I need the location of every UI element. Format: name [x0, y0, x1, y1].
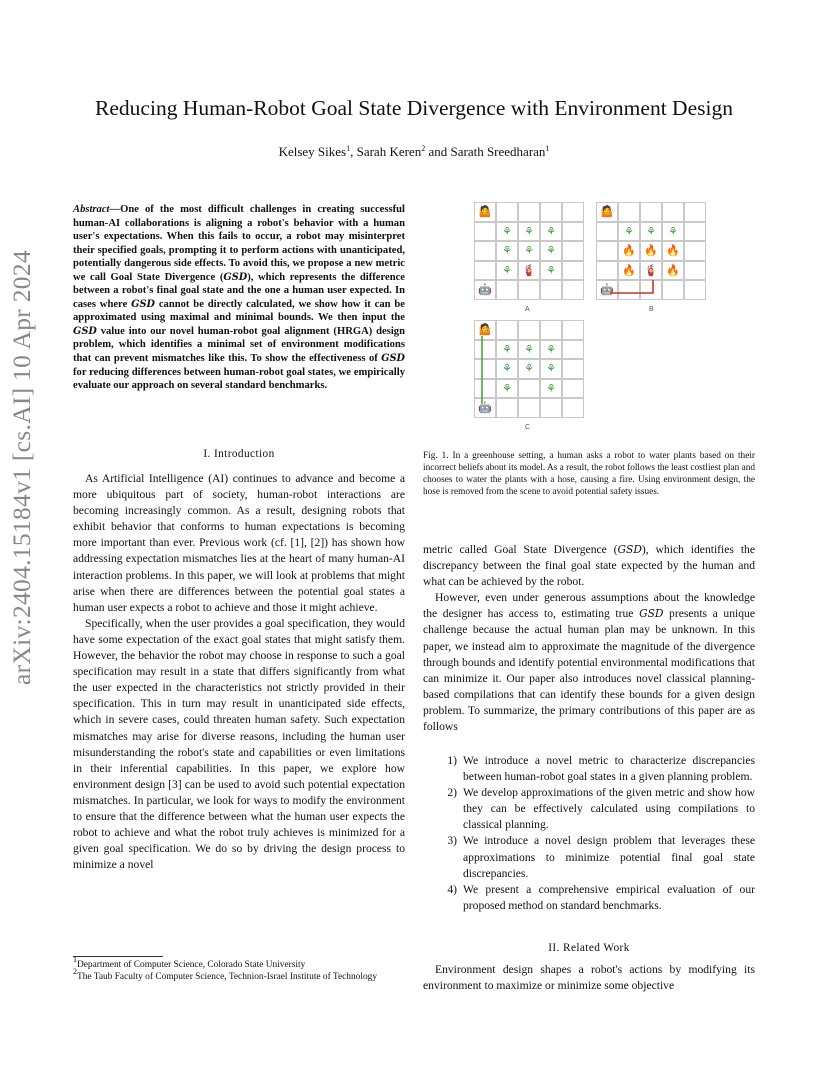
plant-icon: ⚘: [668, 225, 678, 238]
related-work-body: [423, 962, 755, 994]
gsd-symbol: GSD: [73, 325, 97, 337]
author-name: Sarath Sreedharan: [450, 144, 546, 159]
list-text: We introduce a novel design problem that leverages these approximations to minimize potential final goal state discrepancies.: [463, 834, 755, 880]
arxiv-identifier: arXiv:2404.15184v1 [cs.AI] 10 Apr 2024: [7, 250, 36, 685]
grid-cell: [540, 202, 562, 222]
plant-icon: ⚘: [524, 343, 534, 356]
grid-cell: [540, 280, 562, 300]
list-text: We develop approximations of the given metric and show how they can be effectively calculated using compilations to classical planning.: [463, 786, 755, 832]
grid-cell: [474, 261, 496, 281]
fire-icon: 🔥: [622, 264, 636, 277]
plant-icon: ⚘: [646, 225, 656, 238]
panel-label-a: A: [525, 306, 530, 313]
footnote-mark: 2: [73, 967, 77, 976]
gsd-symbol: GSD: [131, 298, 155, 310]
abstract-text: One of the most difficult challenges in creating successful human-AI collaborations is aligning a robot's behavior with a human user's expectations. When this fails to occur, a robot may misinterpret their specified goals, prompting it to perform actions with unanticipated, potentially dangerous side effects. To avoid this, we propose a new metric we call Goal State Divergence (GSD), which represents the difference between a robot's final goal state and the one a human user expected. In cases where GSD cannot be directly calculated, we show how it can be approximated using maximal and minimal bounds. We then input the GSD value into our novel human-robot goal alignment (HRGA) design problem, which identifies a minimal set of environment modifications that can prevent mismatches like this. To show the effectiveness of GSD for reducing differences between human-robot goal states, we empirically evaluate our approach on several standard benchmarks.: [73, 204, 406, 392]
grid-cell: [518, 280, 540, 300]
author-name: Kelsey Sikes: [278, 144, 347, 159]
figure-caption: Fig. 1. In a greenhouse setting, a human asks a robot to water plants based on their incorrect beliefs about its model. As a result, the robot follows the least costliest plan and chooses to water the plants with a hose, causing a fire. Using environment design, the hose is removed from the scene to avoid potential safety issues.: [423, 451, 755, 498]
list-text: We introduce a novel metric to characterize discrepancies between human-robot goal states in a given planning problem.: [463, 754, 755, 784]
human-icon: 🤷: [478, 324, 492, 336]
grid-cell: [562, 261, 584, 281]
section-heading-introduction: I. Introduction: [203, 448, 275, 460]
abstract: [73, 203, 405, 393]
plant-icon: ⚘: [546, 245, 556, 258]
fire-icon: 🔥: [622, 245, 636, 258]
gsd-symbol: GSD: [639, 607, 664, 621]
paragraph: metric called Goal State Divergence (GSD), which identifies the discrepancy between the final goal state expected by the human and what can be achieved by the robot.: [423, 543, 755, 589]
human-icon: 🤷: [478, 206, 492, 218]
hose-icon: 🧯: [522, 264, 536, 277]
robot-path-b: [596, 202, 706, 300]
plant-icon: ⚘: [624, 225, 634, 238]
panel-label-c: C: [525, 424, 531, 431]
author-separator: and: [425, 144, 451, 159]
grid-panel-a: [474, 202, 584, 300]
robot-icon: 🤖: [478, 284, 492, 297]
robot-icon: 🤖: [478, 402, 492, 415]
list-number: 4): [447, 882, 457, 896]
human-icon: 🤷: [600, 206, 614, 218]
grid-cell: [518, 202, 540, 222]
contributions-list: [423, 753, 755, 914]
right-column-body: [423, 542, 755, 735]
footnote-rule: [73, 956, 163, 957]
footnote-text: Department of Computer Science, Colorado State University: [77, 960, 306, 970]
grid-cell: [562, 241, 584, 261]
author-list: [0, 144, 828, 160]
gsd-symbol: GSD: [223, 271, 248, 283]
gsd-symbol: GSD: [381, 353, 405, 365]
panel-label-b: B: [649, 306, 654, 313]
plant-icon: ⚘: [502, 264, 512, 277]
robot-path-c: [474, 320, 584, 418]
abstract-label: Abstract: [73, 204, 110, 215]
grid-cell: [562, 202, 584, 222]
plant-icon: ⚘: [502, 382, 512, 395]
plant-icon: ⚘: [546, 225, 556, 238]
affiliation-mark: 1: [346, 144, 351, 153]
section-heading-related-work: II. Related Work: [548, 942, 630, 954]
plant-icon: ⚘: [502, 245, 512, 258]
introduction-body: [73, 471, 405, 873]
path-line-b: [610, 280, 653, 293]
paper-title: Reducing Human-Robot Goal State Divergence with Environment Design: [95, 96, 733, 120]
plant-icon: ⚘: [502, 225, 512, 238]
robot-icon: 🤖: [600, 284, 614, 297]
list-text: We present a comprehensive empirical evaluation of our proposed method on standard benchmarks.: [463, 882, 755, 912]
grid-cell: [496, 280, 518, 300]
plant-icon: ⚘: [546, 264, 556, 277]
list-number: 2): [447, 786, 457, 800]
grid-cell: [496, 202, 518, 222]
grid-cell: [474, 222, 496, 242]
plant-icon: ⚘: [502, 363, 512, 376]
fire-icon: 🔥: [666, 264, 680, 277]
footnote: [73, 955, 405, 971]
paragraph: Specifically, when the user provides a goal specification, they would have some expectation of the exact goal states that might satisfy them. However, the behavior the robot may choose in response to such a goal specification may result in a state that differs significantly from what the user expected in the characteristics not strictly provided in their specification. This in turn may result in unanticipated side effects, which in severe cases, could threaten human safety. Such expectation mismatches may arise for diverse reasons, including the human user misunderstanding the robot's state and capabilities or even limitations in their inferential capabilities. In this paper, we explore how environment design [3] can be used to avoid such potential expectation mismatches. In particular, we look for ways to modify the environment to ensure that the difference between what the human user expects the robot to achieve and what the robot truly achieves is minimized for a given goal specification. We do so by driving the design process to minimize a novel: [73, 616, 405, 872]
footnotes: [73, 956, 405, 983]
list-item: [423, 882, 755, 914]
list-item: [423, 833, 755, 881]
author-separator: ,: [350, 144, 357, 159]
list-number: 3): [447, 834, 457, 848]
plant-icon: ⚘: [524, 363, 534, 376]
grid-cell: [562, 280, 584, 300]
list-number: 1): [447, 754, 457, 767]
plant-icon: ⚘: [546, 363, 556, 376]
plant-icon: ⚘: [524, 245, 534, 258]
footnote-text: The Taub Faculty of Computer Science, Technion-Israel Institute of Technology: [77, 972, 378, 982]
footnote-mark: 1: [73, 955, 77, 964]
fire-icon: 🔥: [644, 245, 658, 258]
plant-icon: ⚘: [546, 382, 556, 395]
list-item: [423, 753, 755, 785]
author-name: Sarah Keren: [356, 144, 422, 159]
footnote: [73, 967, 405, 983]
fire-icon: 🔥: [666, 245, 680, 258]
paragraph: Environment design shapes a robot's actions by modifying its environment to maximize or minimize some objective: [423, 963, 755, 993]
plant-icon: ⚘: [546, 343, 556, 356]
hose-icon: 🧯: [644, 264, 658, 277]
list-item: [423, 785, 755, 833]
abstract-dash: —: [109, 204, 121, 215]
affiliation-mark: 1: [545, 144, 550, 153]
affiliation-mark: 2: [421, 144, 426, 153]
plant-icon: ⚘: [502, 343, 512, 356]
plant-icon: ⚘: [524, 225, 534, 238]
paragraph: However, even under generous assumptions about the knowledge the designer has access to, estimating true GSD presents a unique challenge because the actual human plan may be unknown. In this paper, we instead aim to approximate the magnitude of the divergence through bounds and identify potential environmental modifications that can minimize it. Our paper also introduces novel classical planning-based compilations that can identify these bounds for a given design problem. To summarize, the primary contributions of this paper are as follows: [423, 591, 755, 734]
grid-cell: [562, 222, 584, 242]
grid-cell: [474, 241, 496, 261]
gsd-symbol: GSD: [617, 543, 642, 556]
paragraph: As Artificial Intelligence (AI) continues to advance and become a more ubiquitous part of society, human-robot interactions are becoming increasingly common. As a result, designing robots that exhibit behavior that conforms to human expectations is becoming more important than ever. Previous work (cf. [1], [2]) has shown how addressing expectation mismatches lies at the heart of many human-AI interaction problems. In this paper, we will look at problems that might arise when there are differences between the potential goal states a human user expects a robot to achieve and those it might achieve.: [73, 472, 405, 614]
